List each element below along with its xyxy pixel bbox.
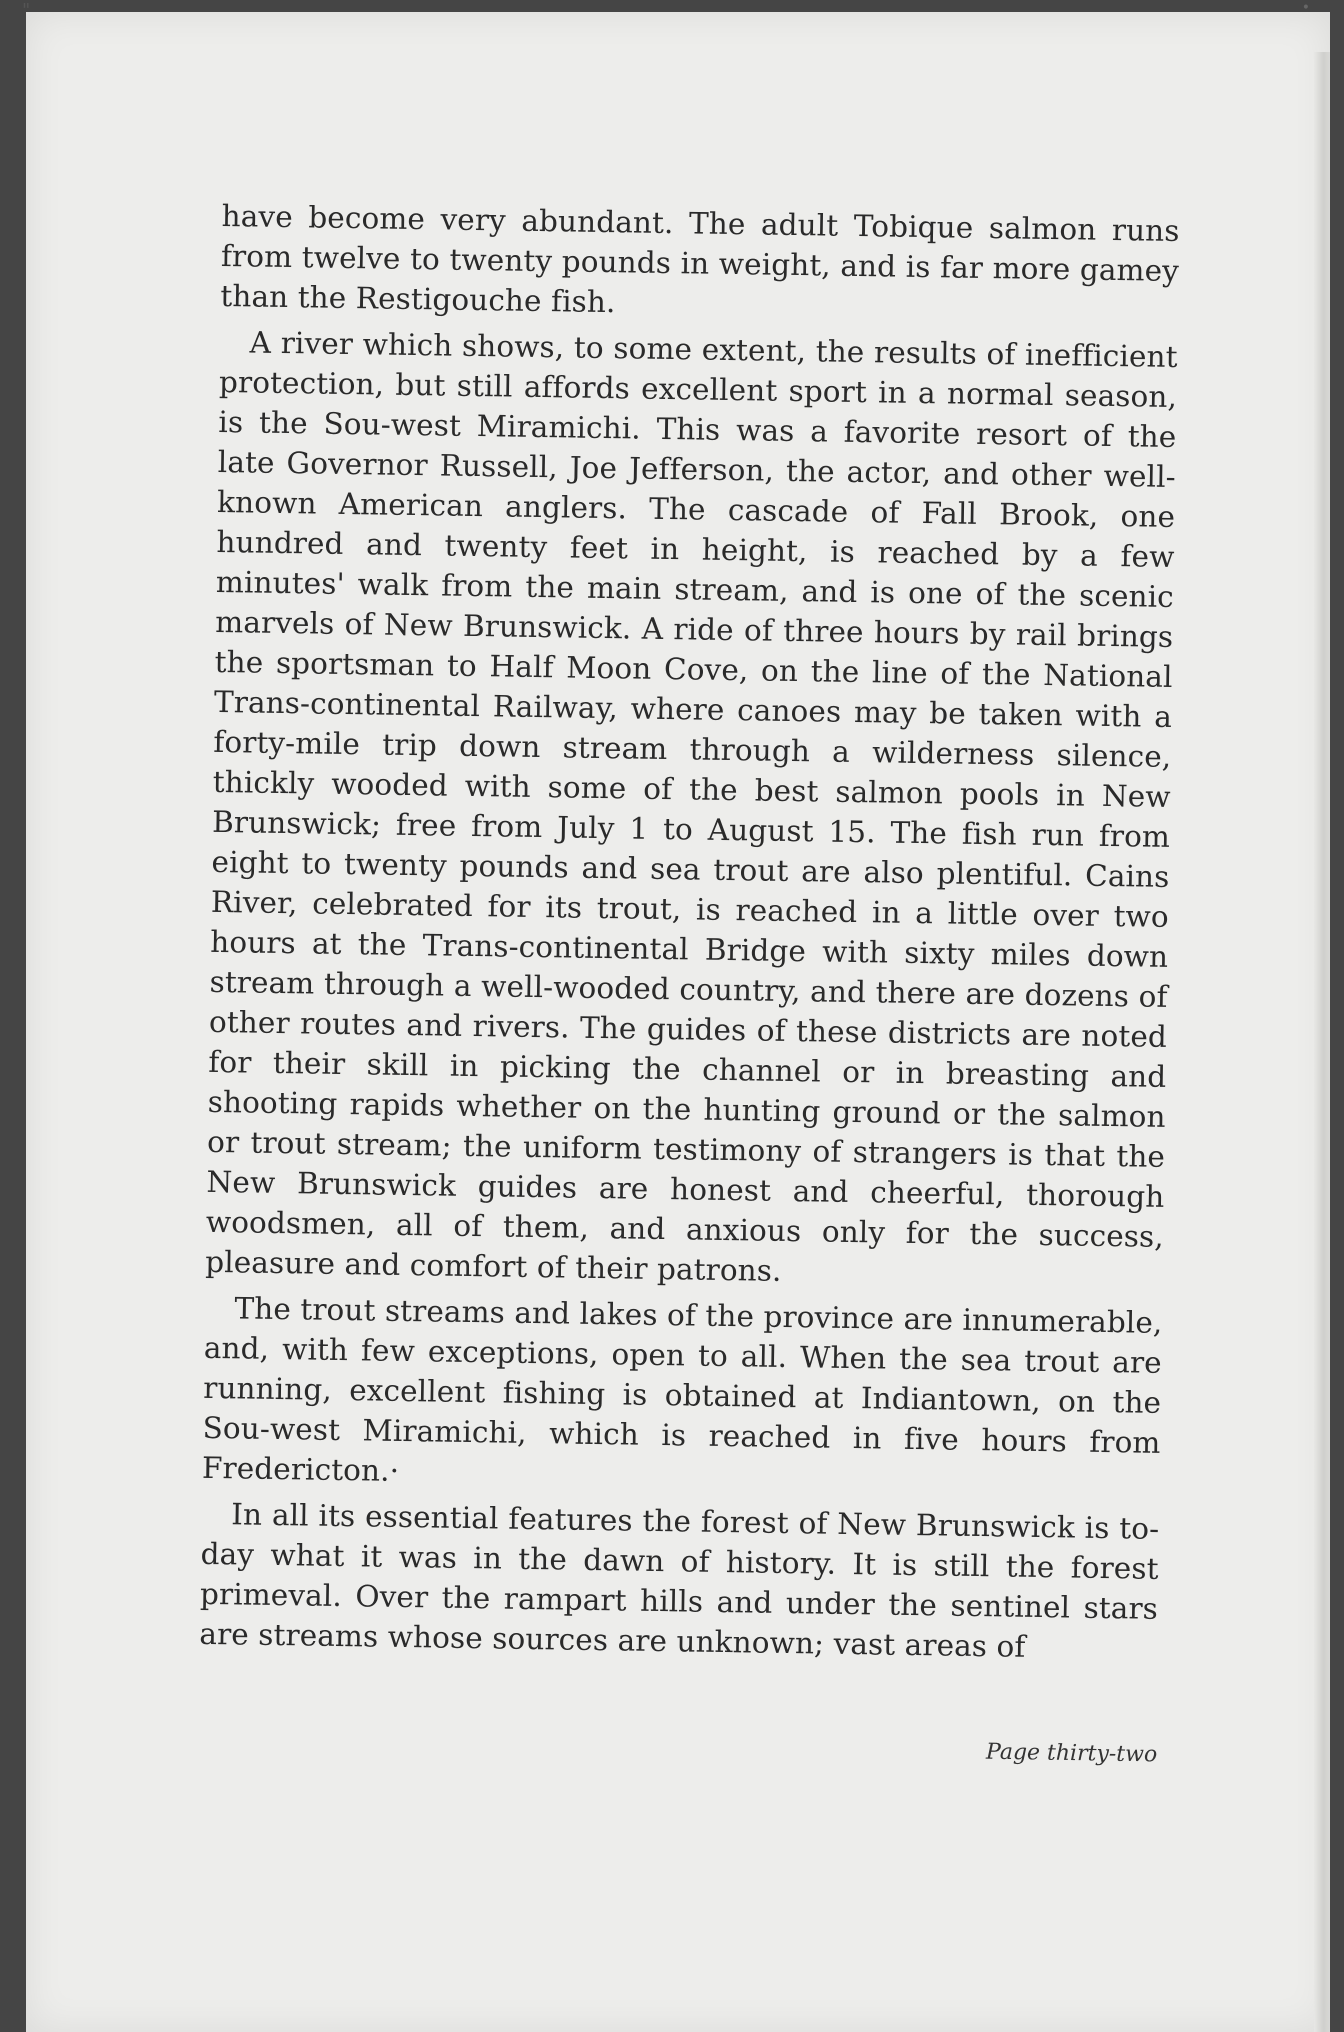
paragraph-4: In all its essential features the forest of New Brunswick is to-day what it was in the dawn of history. It is still the forest primeval. Over the rampart hills and under the sentinel stars are streams whose sources are unknown; vast areas of: [199, 1497, 1160, 1664]
paragraph-2: A river which shows, to some extent, the results of inefficient protection, but still affords excellent sport in a normal season, is the Sou-west Miramichi. This was a favorite resort of the late Governor Russell, Joe Jefferson, the actor, and other well-known American anglers. The cascade of Fall Brook, one hundred and twenty feet in height, is reached by a few minutes' walk from the main stream, and is one of the scenic marvels of New Brunswick. A ride of three hours by rail brings the sportsman to Half Moon Cove, on the line of the National Trans-continental Railway, where canoes may be taken with a forty-mile trip down stream through a wilderness silence, thickly wooded with some of the best salmon pools in New Brunswick; free from July 1 to August 15. The fish run from eight to twenty pounds and sea trout are also plentiful. Cains River, celebrated for its trout, is reached in a little over two hours at the Trans-continental Bridge with sixty miles down stream through a well-wooded country, and there are dozens of other routes and rivers. The guides of these districts are noted for their skill in picking the channel or in breasting and shooting rapids whether on the hunting ground or the salmon or trout stream; the uniform testimony of strangers is that the New Brunswick guides are honest and cheerful, thorough woodsmen, all of them, and anxious only for the success, pleasure and comfort of their patrons.: [204, 325, 1178, 1288]
page-edge-shadow: [1314, 52, 1330, 2032]
paragraph-1: have become very abundant. The adult Tobique salmon runs from twelve to twenty pounds in weight, and is far more gamey than the Restigouche fish.: [220, 198, 1180, 320]
body-text: [199, 196, 1180, 1669]
paragraph-3: The trout streams and lakes of the province are innumerable, and, with few exceptions, open to all. When the sea trout are running, excellent fishing is obtained at Indiantown, on the Sou-west Miramichi, which is reached in five hours from Fredericton.·: [201, 1291, 1163, 1488]
page-number: Page thirty-two: [985, 1739, 1158, 1768]
right-margin-mark: •: [1301, 0, 1310, 16]
corner-mark: ": [22, 0, 31, 21]
